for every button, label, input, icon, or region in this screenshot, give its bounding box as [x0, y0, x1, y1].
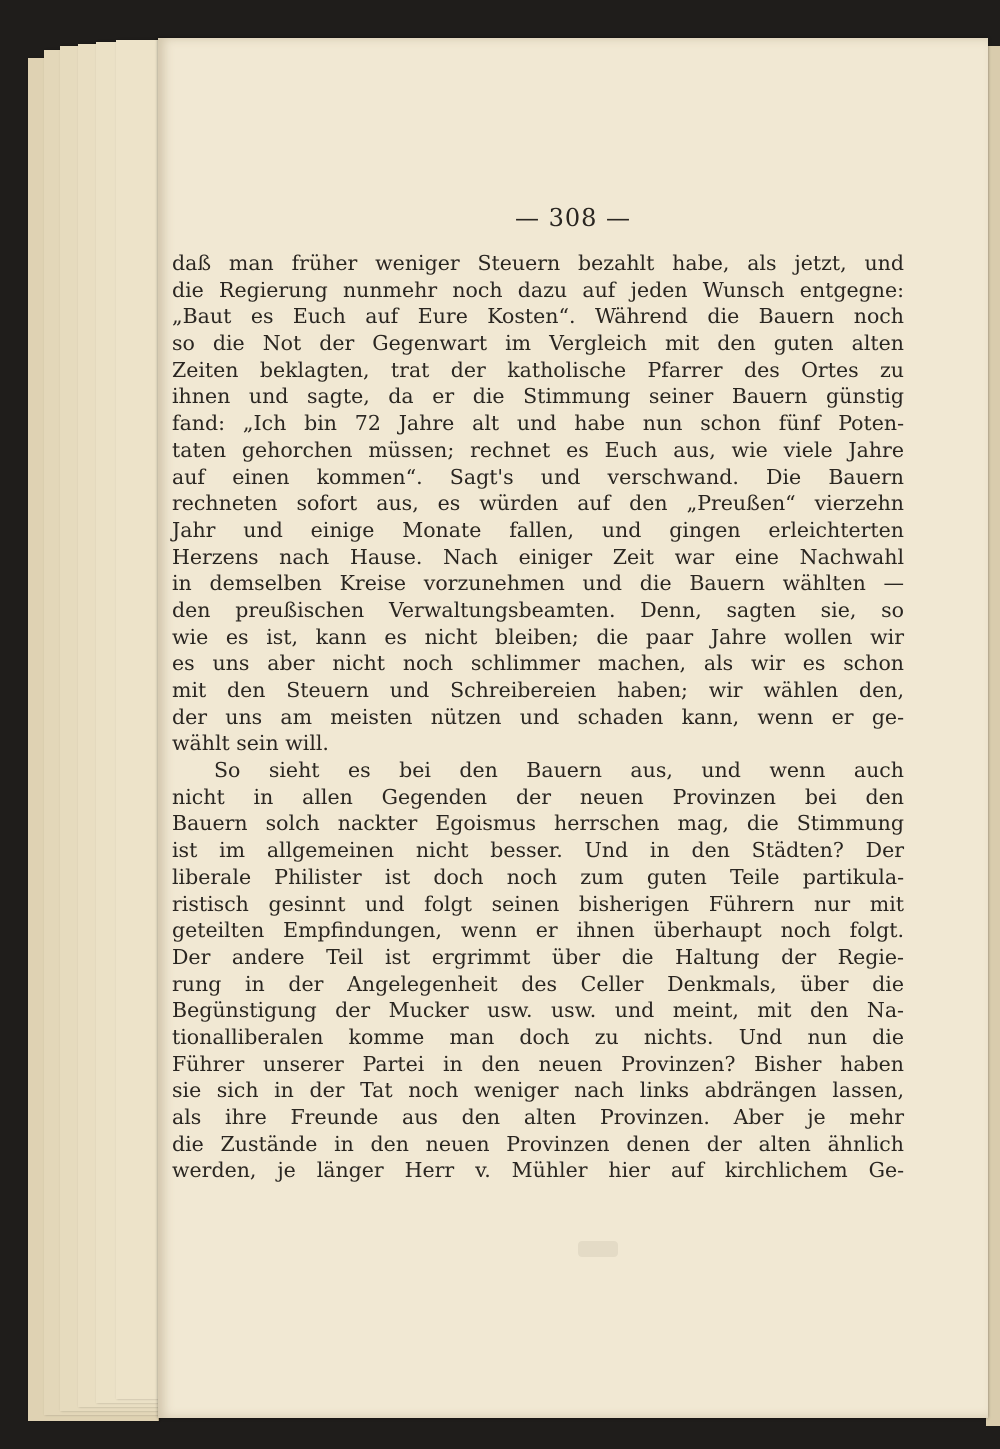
text-line: mit den Steuern und Schreibereien haben; wir wählen den, [172, 678, 904, 702]
text-line: „Baut es Euch auf Eure Kosten“. Während die Bauern noch [172, 304, 904, 329]
text-line: sie sich in der Tat noch weniger nach links abdrängen lassen, [172, 1078, 904, 1103]
text-line: rung in der Angelegenheit des Celler Denkmals, über die [172, 971, 904, 996]
text-line: taten gehorchen müssen; rechnet es Euch aus, wie viele Jahre [172, 437, 904, 462]
body-text [172, 250, 904, 1184]
text-line: daß man früher weniger Steuern bezahlt habe, als jetzt, und [172, 251, 904, 275]
text-line: Begünstigung der Mucker usw. usw. und meint, mit den Na- [172, 998, 904, 1023]
text-line: Zeiten beklagten, trat der katholische Pfarrer des Ortes zu [172, 357, 904, 382]
text-line: ristisch gesinnt und folgt seinen bisherigen Führern nur mit [172, 891, 904, 916]
text-line: Herzens nach Hause. Nach einiger Zeit war eine Nachwahl [172, 544, 904, 569]
text-line: auf einen kommen“. Sagt's und verschwand. Die Bauern [172, 464, 904, 489]
text-line: fand: „Ich bin 72 Jahre alt und habe nun schon fünf Poten- [172, 411, 904, 436]
text-line: rechneten sofort aus, es würden auf den „Preußen“ vierzehn [172, 491, 904, 516]
text-line: wie es ist, kann es nicht bleiben; die paar Jahre wollen wir [172, 624, 904, 649]
text-line: Jahr und einige Monate fallen, und gingen erleichterten [172, 517, 904, 542]
text-line: als ihre Freunde aus den alten Provinzen. Aber je mehr [172, 1105, 904, 1129]
text-line: nicht in allen Gegenden der neuen Provinzen bei den [172, 784, 904, 809]
text-line: Bauern solch nackter Egoismus herrschen mag, die Stimmung [172, 811, 904, 836]
text-line: in demselben Kreise vorzunehmen und die Bauern wählten — [172, 571, 904, 596]
text-line: So sieht es bei den Bauern aus, und wenn auch [214, 758, 904, 783]
text-line: geteilten Empfindungen, wenn er ihnen überhaupt noch folgt. [172, 918, 904, 943]
page-edge [116, 40, 161, 1399]
text-line: den preußischen Verwaltungsbeamten. Denn, sagten sie, so [172, 597, 904, 622]
text-line: so die Not der Gegenwart im Vergleich mit den guten alten [172, 331, 904, 356]
text-line: ihnen und sagte, da er die Stimmung seiner Bauern günstig [172, 384, 904, 409]
text-line: ist im allgemeinen nicht besser. Und in den Städten? Der [172, 838, 904, 863]
right-page-edge [986, 46, 1000, 1426]
text-line: liberale Philister ist doch noch zum guten Teile partikula- [172, 864, 904, 889]
text-line: die Regierung nunmehr noch dazu auf jeden Wunsch entgegne: [172, 277, 904, 302]
text-line: die Zustände in den neuen Provinzen denen der alten ähnlich [172, 1131, 904, 1156]
text-line: es uns aber nicht noch schlimmer machen, als wir es schon [172, 651, 904, 676]
text-line: wählt sein will. [172, 731, 329, 756]
text-line: werden, je länger Herr v. Mühler hier auf kirchlichem Ge- [172, 1158, 904, 1183]
text-line: Führer unserer Partei in den neuen Provinzen? Bisher haben [172, 1051, 904, 1076]
ink-bleed-through [578, 1241, 618, 1257]
text-line: der uns am meisten nützen und schaden kann, wenn er ge- [172, 704, 904, 729]
page-number: — 308 — [514, 204, 632, 232]
text-line: tionalliberalen komme man doch zu nichts. Und nun die [172, 1024, 904, 1049]
text-line: Der andere Teil ist ergrimmt über die Haltung der Regie- [172, 944, 904, 969]
